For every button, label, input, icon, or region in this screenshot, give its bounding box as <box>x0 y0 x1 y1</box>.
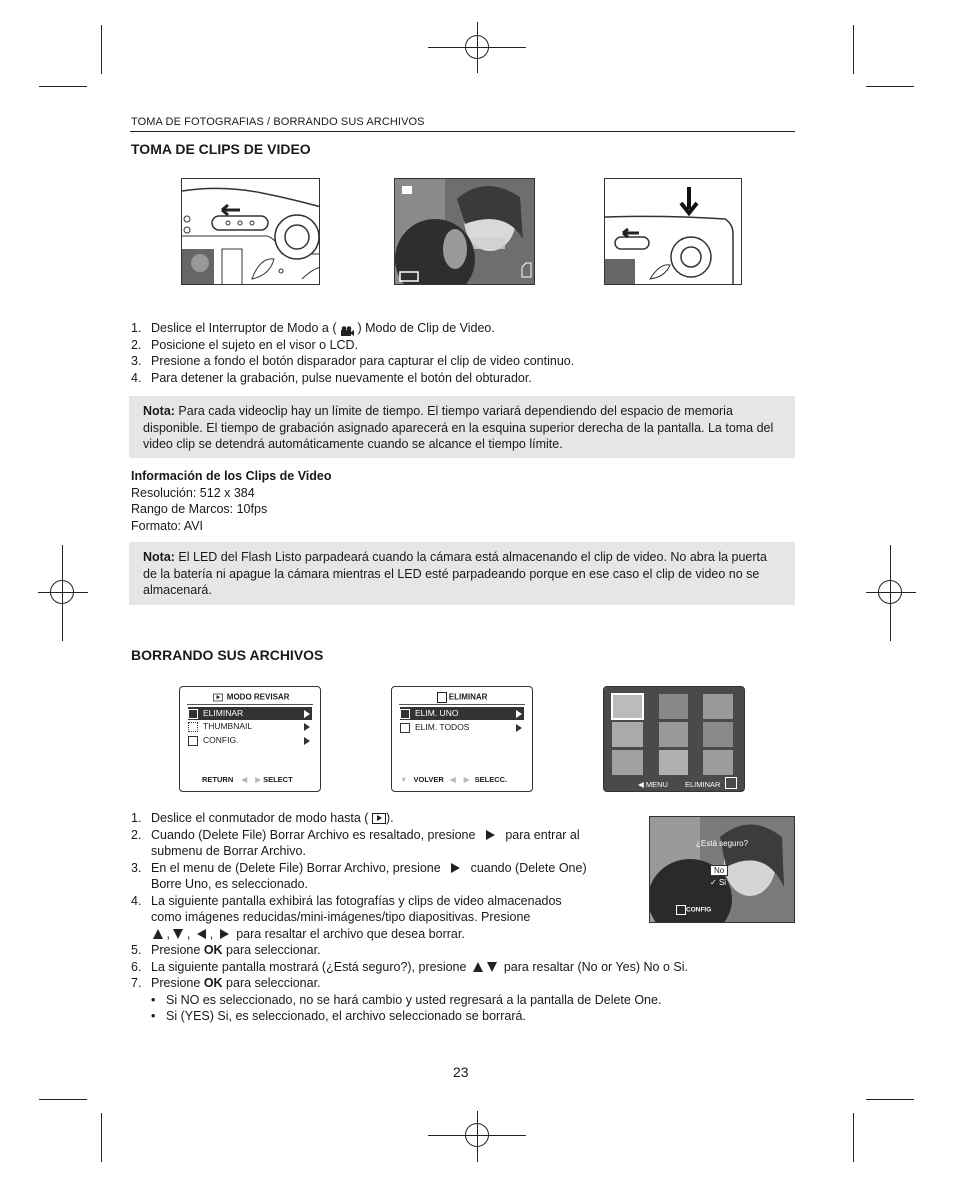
grid-icon <box>188 722 198 732</box>
trash-icon <box>188 709 198 719</box>
trash-icon <box>400 709 410 719</box>
camera-top-drawing <box>605 179 742 285</box>
info-line: Resolución: 512 x 384 <box>131 485 255 500</box>
registration-mark <box>465 1123 489 1147</box>
lcd-video-preview <box>394 178 535 285</box>
video-steps-list <box>131 320 751 386</box>
page-number: 23 <box>453 1064 469 1080</box>
arrow-left-icon: ◀ <box>241 775 248 784</box>
list-item: 1. Deslice el Interruptor de Modo a ( ) Modo de Clip de Video. <box>131 321 495 335</box>
crop-mark <box>866 1099 914 1100</box>
note-time-limit: Nota: Para cada videoclip hay un límite de tiempo. El tiempo variará dependiendo del espacio de memoria disponible. El tiempo de grabación asignado aparecerá en la esquina superior derecha de la pantalla. La toma del video clip se detendrá automáticamente cuando se alcance el tiempo límite. <box>129 396 795 458</box>
confirm-option-no[interactable]: No <box>710 865 728 876</box>
arrow-right-icon: ▶ <box>463 775 470 784</box>
list-item: 3. En el menu de (Delete File) Borrar Archivo, presione cuando (Delete One) <box>131 860 587 875</box>
chevron-right-icon <box>304 737 310 745</box>
chevron-right-icon <box>304 723 310 731</box>
bullet-item: • Si (YES) Si, es seleccionado, el archivo seleccionado se borrará. <box>151 1009 526 1023</box>
crop-mark <box>39 1099 87 1100</box>
grid-footer: ◀ MENU <box>638 780 668 789</box>
list-item: 2. Posicione el sujeto en el visor o LCD. <box>131 337 359 352</box>
arrow-right-icon <box>451 863 460 873</box>
menu-title: ELIMINAR <box>392 692 532 703</box>
chevron-right-icon <box>516 724 522 732</box>
lcd-photo <box>395 179 535 285</box>
arrow-up-icon <box>153 929 163 939</box>
camera-shutter-illustration <box>604 178 742 285</box>
list-item-cont: submenu de Borrar Archivo. <box>151 844 306 858</box>
thumbnail-grid-screen <box>603 686 745 792</box>
arrow-right-icon <box>486 830 495 840</box>
crop-mark <box>866 86 914 87</box>
ok-button-icon <box>725 777 737 789</box>
note-led: Nota: El LED del Flash Listo parpadeará cuando la cámara está almacenando el clip de video. No abra la puerta de la batería ni apague la cámara mientras el LED esté parpadeando porque en ese caso el clip de video no se almacenará. <box>129 542 795 605</box>
crop-mark <box>101 1113 102 1162</box>
running-header: TOMA DE FOTOGRAFIAS / BORRANDO SUS ARCHIVOS <box>131 116 425 128</box>
arrow-left-icon: ◀ <box>449 775 456 784</box>
list-item-cont: como imágenes reducidas/mini-imágenes/tipo diapositivas. Presione <box>151 910 531 924</box>
chevron-right-icon <box>304 710 310 718</box>
header-rule <box>130 131 795 132</box>
thumbnail-grid <box>604 687 745 792</box>
confirm-question: ¿Está seguro? <box>696 839 749 848</box>
menu-title: MODO REVISAR <box>180 692 320 703</box>
section-title-video: TOMA DE CLIPS DE VIDEO <box>131 141 311 157</box>
confirm-option-si[interactable]: ✓ Si <box>710 878 727 887</box>
settings-icon <box>188 736 198 746</box>
list-item: 5. Presione OK para seleccionar. <box>131 943 321 957</box>
video-clip-info <box>131 468 332 534</box>
grid-eliminar-label: ELIMINAR <box>685 780 721 789</box>
crop-mark <box>853 1113 854 1162</box>
list-item: 2. Cuando (Delete File) Borrar Archivo es resaltado, presione para entrar al <box>131 827 580 842</box>
list-item: 4. La siguiente pantalla exhibirá las fotografías y clips de video almacenados <box>131 893 562 908</box>
list-item-cont: , , , para resaltar el archivo que desea borrar. <box>131 926 771 943</box>
play-icon <box>213 694 223 702</box>
list-item: 1. Deslice el conmutador de modo hasta ( ). <box>131 811 394 825</box>
arrow-right-icon <box>220 929 229 939</box>
arrow-down-icon: ▼ <box>400 775 408 784</box>
review-mode-menu <box>179 686 321 792</box>
chevron-right-icon <box>516 710 522 718</box>
arrow-up-icon <box>473 962 483 972</box>
arrow-down-icon <box>487 962 497 972</box>
arrow-right-icon: ▶ <box>255 775 261 784</box>
crop-mark <box>39 86 87 87</box>
list-item: 6. La siguiente pantalla mostrará (¿Está seguro?), presione para resaltar (No or Yes) No o Si. <box>131 959 688 974</box>
registration-mark <box>50 580 74 604</box>
bullet-item: • Si NO es seleccionado, no se hará cambio y usted regresará a la pantalla de Delete One. <box>151 992 662 1007</box>
camera-back-illustration <box>181 178 320 285</box>
delete-menu <box>391 686 533 792</box>
menu-item-elim-uno[interactable]: ELIM. UNO <box>400 707 524 720</box>
info-title: Información de los Clips de Video <box>131 469 332 483</box>
arrow-down-icon <box>173 929 183 939</box>
crop-mark <box>101 25 102 74</box>
menu-footer: ▼ VOLVER ◀ ▶ SELECC. <box>400 775 508 784</box>
section-title-delete: BORRANDO SUS ARCHIVOS <box>131 647 324 663</box>
camera-back-drawing <box>182 179 320 285</box>
list-item: 3. Presione a fondo el botón disparador para capturar el clip de video continuo. <box>131 354 575 368</box>
crop-mark <box>853 25 854 74</box>
config-label: CONFIG <box>676 905 711 915</box>
video-mode-icon <box>340 324 354 334</box>
menu-item-eliminar[interactable]: ELIMINAR <box>188 707 312 720</box>
info-line: Formato: AVI <box>131 518 204 533</box>
list-item-cont: Borre Uno, es seleccionado. <box>151 877 309 891</box>
info-line: Rango de Marcos: 10fps <box>131 502 268 516</box>
registration-mark <box>465 35 489 59</box>
arrow-left-icon: ◀ <box>638 780 644 789</box>
check-icon: ✓ <box>710 878 717 887</box>
arrow-left-icon <box>197 929 206 939</box>
menu-item-thumbnail[interactable]: THUMBNAIL <box>188 720 312 733</box>
trash-icon <box>400 723 410 733</box>
delete-steps-list <box>131 810 771 1025</box>
list-item: 4. Para detener la grabación, pulse nuevamente el botón del obturador. <box>131 370 532 385</box>
divider <box>187 704 313 705</box>
menu-item-config[interactable]: CONFIG. <box>188 734 312 747</box>
menu-item-elim-todos[interactable]: ELIM. TODOS <box>400 721 524 734</box>
registration-mark <box>878 580 902 604</box>
menu-footer: RETURN ◀ ▶ SELECT <box>202 775 293 784</box>
divider <box>399 704 525 705</box>
list-item: 7. Presione OK para seleccionar. <box>131 976 321 990</box>
playback-mode-icon <box>372 813 386 824</box>
trash-icon <box>437 692 447 703</box>
